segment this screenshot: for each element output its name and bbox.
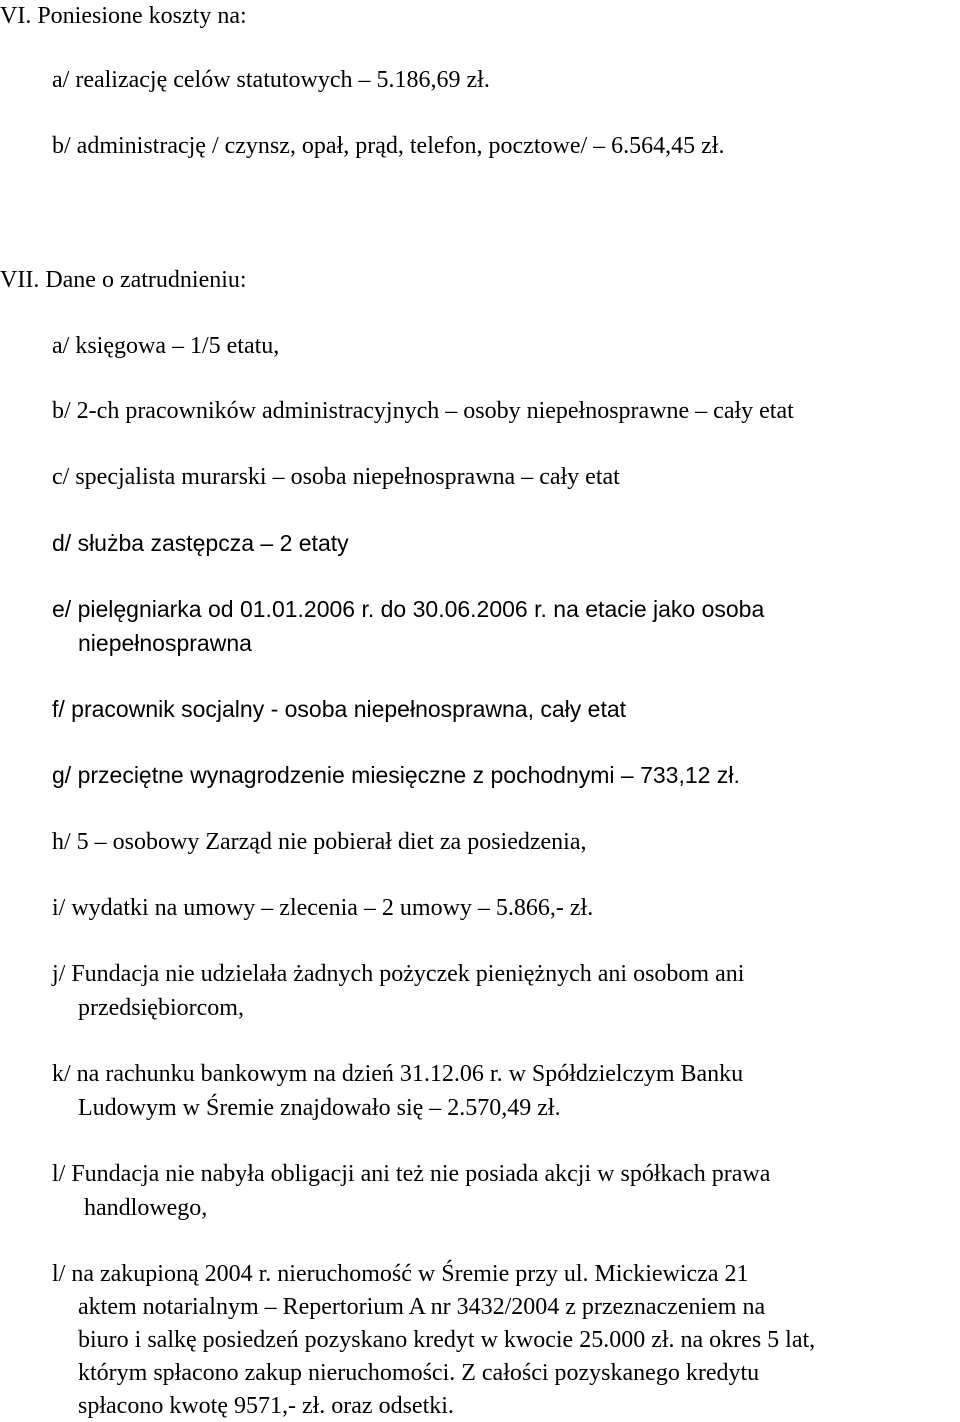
employment-item-l2-line2: aktem notarialnym – Repertorium A nr 3432/2004 z przeznaczeniem na (78, 1294, 766, 1320)
employment-item-l2-line5: spłacono kwotę 9571,- zł. oraz odsetki. (78, 1393, 454, 1419)
employment-item-a: a/ księgowa – 1/5 etatu, (52, 333, 280, 359)
employment-item-h: h/ 5 – osobowy Zarząd nie pobierał diet za posiedzenia, (52, 829, 587, 855)
employment-item-i: i/ wydatki na umowy – zlecenia – 2 umowy – 5.866,- zł. (52, 895, 594, 921)
employment-item-f: f/ pracownik socjalny - osoba niepełnosprawna, cały etat (52, 696, 627, 722)
employment-item-b: b/ 2-ch pracowników administracyjnych – osoby niepełnosprawne – cały etat (52, 398, 794, 424)
employment-item-k-line1: k/ na rachunku bankowym na dzień 31.12.06 r. w Spółdzielczym Banku (52, 1061, 744, 1087)
section-vi-heading: VI. Poniesione koszty na: (0, 3, 247, 29)
employment-item-l2-line1: l/ na zakupioną 2004 r. nieruchomość w Śremie przy ul. Mickiewicza 21 (52, 1261, 749, 1287)
employment-item-l2-line3: biuro i salkę posiedzeń pozyskano kredyt w kwocie 25.000 zł. na okres 5 lat, (78, 1327, 816, 1353)
employment-item-l1-line2: handlowego, (84, 1195, 208, 1221)
section-vii-heading: VII. Dane o zatrudnieniu: (0, 267, 247, 293)
employment-item-k-line2: Ludowym w Śremie znajdowało się – 2.570,49 zł. (78, 1095, 561, 1121)
employment-item-g: g/ przeciętne wynagrodzenie miesięczne z pochodnymi – 733,12 zł. (52, 762, 740, 788)
employment-item-j-line2: przedsiębiorcom, (78, 995, 244, 1021)
cost-item-a: a/ realizację celów statutowych – 5.186,69 zł. (52, 67, 490, 93)
employment-item-l1-line1: l/ Fundacja nie nabyła obligacji ani też nie posiada akcji w spółkach prawa (52, 1161, 771, 1187)
employment-item-e-line2: niepełnosprawna (78, 630, 252, 656)
employment-item-e-line1: e/ pielęgniarka od 01.01.2006 r. do 30.06.2006 r. na etacie jako osoba (52, 596, 765, 622)
employment-item-c: c/ specjalista murarski – osoba niepełnosprawna – cały etat (52, 464, 620, 490)
cost-item-b: b/ administrację / czynsz, opał, prąd, telefon, pocztowe/ – 6.564,45 zł. (52, 133, 725, 159)
employment-item-d: d/ służba zastępcza – 2 etaty (52, 530, 349, 556)
employment-item-l2-line4: którym spłacono zakup nieruchomości. Z całości pozyskanego kredytu (78, 1360, 760, 1386)
employment-item-j-line1: j/ Fundacja nie udzielała żadnych pożyczek pieniężnych ani osobom ani (52, 961, 745, 987)
